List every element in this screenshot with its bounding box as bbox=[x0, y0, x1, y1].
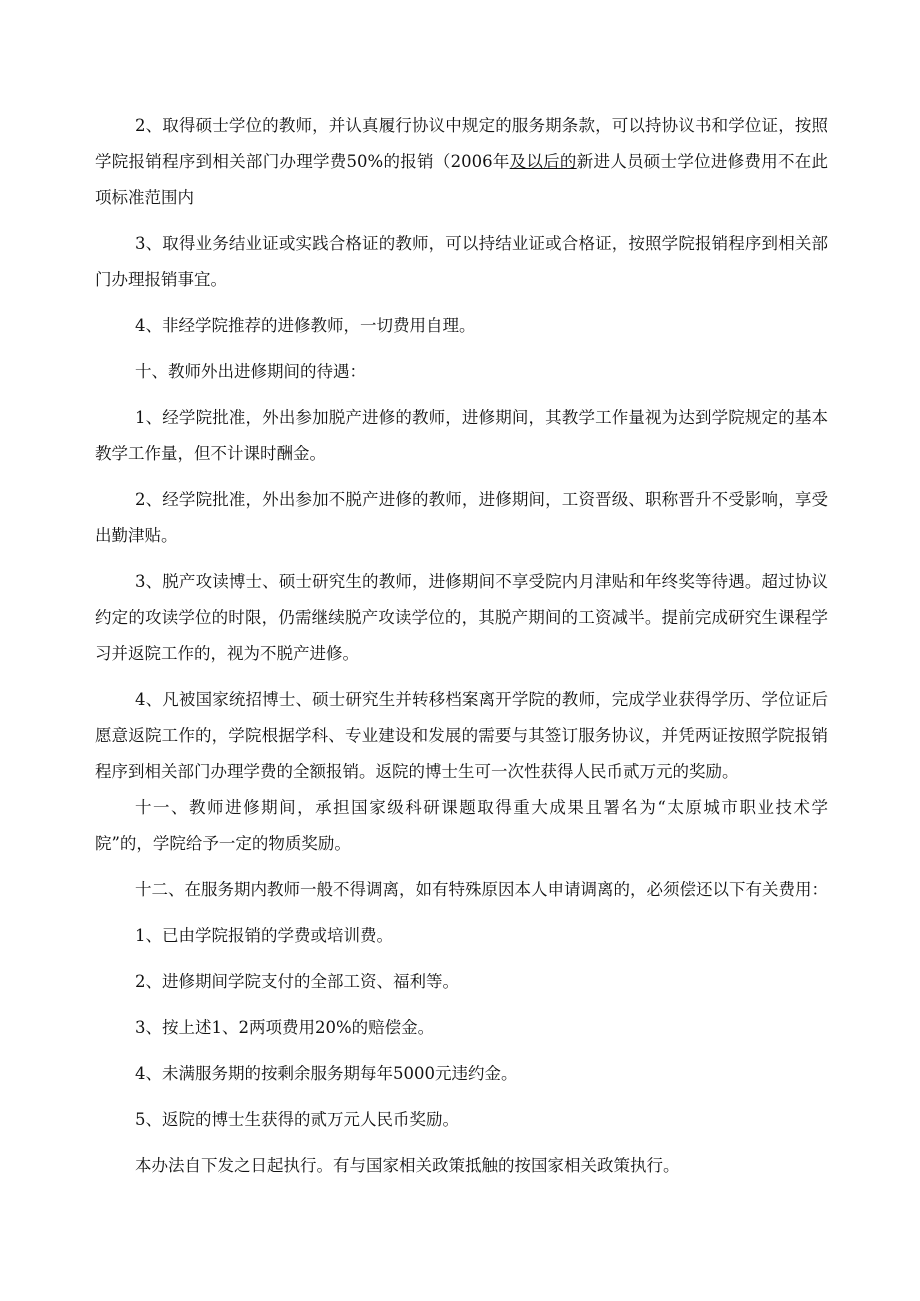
section-heading-11: 十一、教师进修期间，承担国家级科研课题取得重大成果且署名为“太原城市职业技术学院”的，学院给予一定的物质奖励。 bbox=[95, 798, 828, 853]
list-item-5: 5、返院的博士生获得的贰万元人民币奖励。 bbox=[135, 1110, 459, 1129]
paragraph-self-funded: 4、非经学院推荐的进修教师，一切费用自理。 bbox=[135, 316, 476, 335]
section-heading-12: 十二、在服务期内教师一般不得调离，如有特殊原因本人申请调离的，必须偿还以下有关费用： bbox=[135, 880, 828, 899]
paragraph-part-time-study: 2、经学院批准，外出参加不脱产进修的教师，进修期间，工资晋级、职称晋升不受影响，享受出勤津贴。 bbox=[95, 490, 828, 545]
list-item-4: 4、未满服务期的按剩余服务期每年5000元违约金。 bbox=[135, 1064, 518, 1083]
paragraph-text: 新进人员硕士学位进修费用不在此项标准范围内 bbox=[95, 152, 829, 207]
document-page bbox=[95, 108, 828, 1194]
list-item-2: 2、进修期间学院支付的全部工资、福利等。 bbox=[135, 972, 459, 991]
underlined-text: 及以后的 bbox=[509, 152, 577, 171]
paragraph-full-time-study: 1、经学院批准，外出参加脱产进修的教师，进修期间，其教学工作量视为达到学院规定的基本教学工作量，但不计课时酬金。 bbox=[95, 408, 828, 463]
paragraph-national-enrollment: 4、凡被国家统招博士、硕士研究生并转移档案离开学院的教师，完成学业获得学历、学位证后愿意返院工作的，学院根据学科、专业建设和发展的需要与其签订服务协议，并凭两证按照学院报销程序到相关部门办理学费的全额报销。返院的博士生可一次性获得人民币贰万元的奖励。 bbox=[95, 690, 828, 781]
list-item-1: 1、已由学院报销的学费或培训费。 bbox=[135, 926, 393, 945]
paragraph-certificate-reimbursement: 3、取得业务结业证或实践合格证的教师，可以持结业证或合格证，按照学院报销程序到相关部门办理报销事宜。 bbox=[95, 234, 828, 289]
section-heading-10: 十、教师外出进修期间的待遇： bbox=[135, 362, 366, 381]
paragraph-master-degree-reimbursement bbox=[95, 108, 828, 216]
paragraph-text: 2、取得硕士学位的教师，并认真履行协议中规定的服务期条款，可以持协议书和学位证，按照学院报销程序到相关部门办理学费50%的报销（2006年 bbox=[95, 116, 828, 171]
closing-statement: 本办法自下发之日起执行。有与国家相关政策抵触的按国家相关政策执行。 bbox=[135, 1156, 680, 1175]
list-item-3: 3、按上述1、2两项费用20%的赔偿金。 bbox=[135, 1018, 435, 1037]
paragraph-graduate-study: 3、脱产攻读博士、硕士研究生的教师，进修期间不享受院内月津贴和年终奖等待遇。超过协议约定的攻读学位的时限，仍需继续脱产攻读学位的，其脱产期间的工资减半。提前完成研究生课程学习并返院工作的，视为不脱产进修。 bbox=[95, 572, 828, 663]
